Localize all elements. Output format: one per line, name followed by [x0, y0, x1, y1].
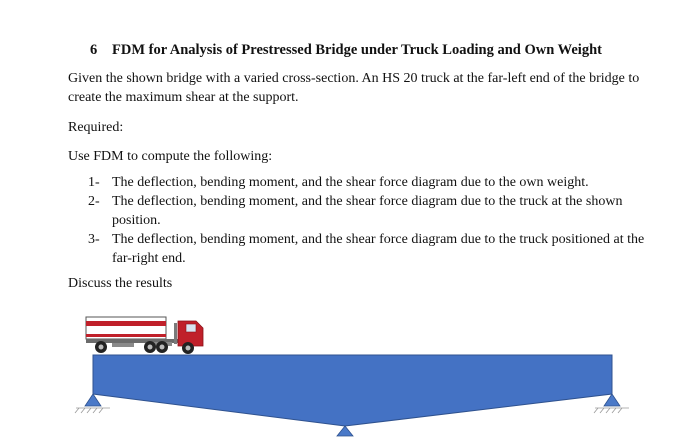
hatch-ground-icon	[75, 408, 110, 413]
discuss-paragraph: Discuss the results	[68, 276, 173, 291]
list-marker: 1-	[88, 175, 100, 190]
section-heading	[90, 42, 602, 59]
bridge-girder	[93, 355, 612, 426]
given-paragraph: Given the shown bridge with a varied cross-section. An HS 20 truck at the far-left end of the bridge to create the maximum shear at the support.	[68, 71, 640, 105]
section-title: FDM for Analysis of Prestressed Bridge under Truck Loading and Own Weight	[112, 42, 602, 58]
hatch-ground-icon	[594, 408, 629, 413]
required-label: Required:	[68, 120, 124, 135]
truck-icon	[86, 317, 203, 354]
section-number: 6	[90, 42, 98, 58]
pin-support-icon	[594, 394, 629, 413]
pin-support-icon	[75, 394, 110, 413]
list-item-text: The deflection, bending moment, and the shear force diagram due to the truck at the shown position.	[112, 194, 623, 228]
list-item-text: The deflection, bending moment, and the shear force diagram due to the truck positioned at the far-right end.	[112, 232, 645, 266]
list-marker: 3-	[88, 232, 100, 247]
bridge-figure	[0, 300, 700, 439]
list-item-text: The deflection, bending moment, and the shear force diagram due to the own weight.	[112, 175, 589, 190]
use-fdm-paragraph: Use FDM to compute the following:	[68, 149, 273, 164]
list-item	[88, 230, 648, 268]
list-marker: 2-	[88, 194, 100, 209]
list-item	[88, 173, 648, 192]
list-item	[88, 192, 648, 230]
pin-support-icon	[337, 426, 353, 436]
task-list	[88, 173, 648, 268]
